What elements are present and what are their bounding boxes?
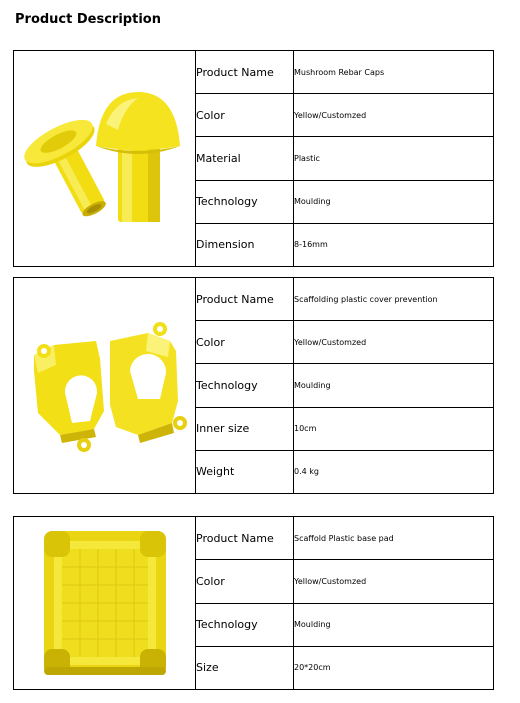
spec-label: Technology — [196, 603, 294, 646]
mushroom-rebar-caps-image — [20, 84, 190, 234]
spec-value: Scaffolding plastic cover prevention — [294, 278, 494, 321]
product-image-cell — [14, 517, 196, 690]
spec-label: Color — [196, 321, 294, 364]
spec-value: Plastic — [294, 137, 494, 180]
spec-value: Yellow/Customzed — [294, 321, 494, 364]
product-image-cell — [14, 278, 196, 494]
spec-value: Moulding — [294, 603, 494, 646]
product-image-cell — [14, 51, 196, 267]
spec-value: 20*20cm — [294, 646, 494, 689]
scaffold-base-pad-image — [40, 527, 170, 679]
spec-value: Scaffold Plastic base pad — [294, 517, 494, 560]
spec-value: Yellow/Customzed — [294, 94, 494, 137]
scaffolding-cover-image — [20, 311, 190, 461]
spec-label: Product Name — [196, 51, 294, 94]
spec-label: Product Name — [196, 278, 294, 321]
spec-value: 10cm — [294, 407, 494, 450]
product-table-1 — [13, 50, 494, 267]
spec-value: Moulding — [294, 364, 494, 407]
spec-value: 0.4 kg — [294, 450, 494, 493]
spec-label: Size — [196, 646, 294, 689]
spec-label: Dimension — [196, 223, 294, 266]
spec-label: Weight — [196, 450, 294, 493]
product-table-2 — [13, 277, 494, 494]
product-table-3 — [13, 516, 494, 690]
spec-value: Yellow/Customzed — [294, 560, 494, 603]
spec-value: Moulding — [294, 180, 494, 223]
spec-label: Inner size — [196, 407, 294, 450]
spec-label: Technology — [196, 180, 294, 223]
spec-label: Material — [196, 137, 294, 180]
page-title: Product Description — [15, 12, 161, 27]
spec-value: Mushroom Rebar Caps — [294, 51, 494, 94]
spec-label: Color — [196, 560, 294, 603]
spec-label: Color — [196, 94, 294, 137]
spec-label: Product Name — [196, 517, 294, 560]
spec-label: Technology — [196, 364, 294, 407]
spec-value: 8-16mm — [294, 223, 494, 266]
